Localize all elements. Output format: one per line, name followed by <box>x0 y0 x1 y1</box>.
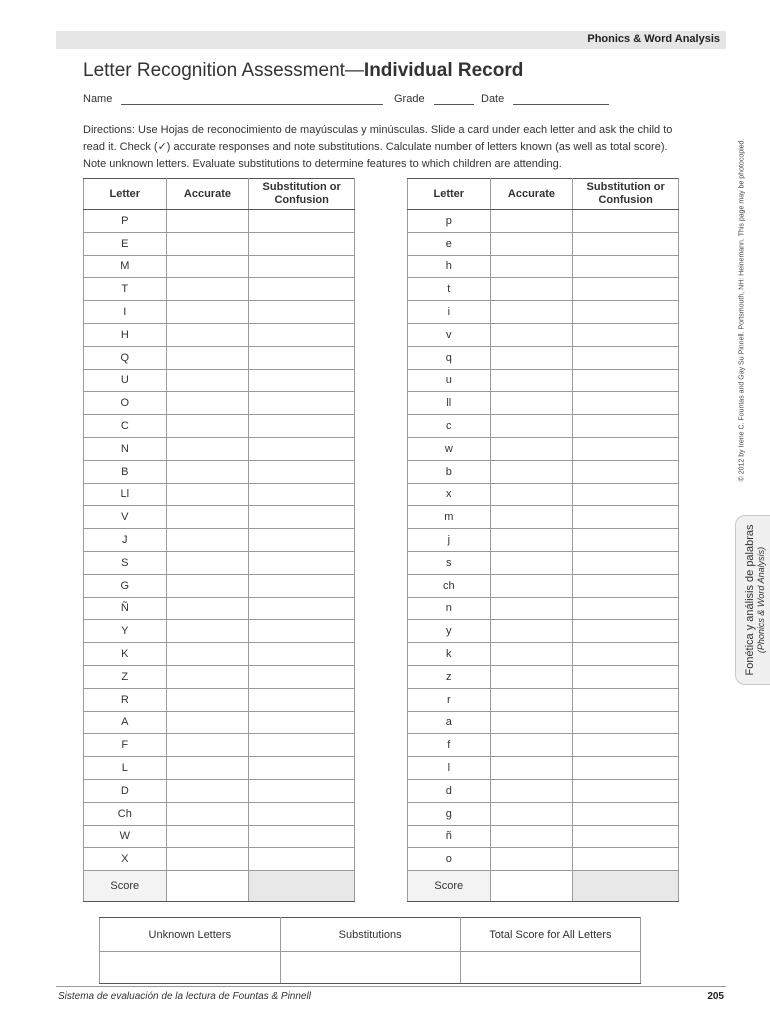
accurate-cell[interactable] <box>166 688 249 711</box>
substitution-cell[interactable] <box>249 437 355 460</box>
letter-cell: G <box>84 574 167 597</box>
letter-cell: y <box>408 620 491 643</box>
substitution-cell[interactable] <box>573 734 679 757</box>
table-row <box>84 779 355 802</box>
letter-cell: ll <box>408 392 491 415</box>
table-row <box>408 734 679 757</box>
substitution-cell[interactable] <box>573 665 679 688</box>
accurate-cell[interactable] <box>490 210 573 233</box>
substitution-cell[interactable] <box>249 711 355 734</box>
directions-line: Directions: Use Hojas de reconocimiento de mayúsculas y minúsculas. Slide a card under each letter and ask the child to <box>83 124 673 136</box>
substitution-cell[interactable] <box>573 620 679 643</box>
accurate-cell[interactable] <box>490 551 573 574</box>
score-accurate-cell[interactable] <box>166 871 249 902</box>
table-row <box>408 802 679 825</box>
table-row <box>408 346 679 369</box>
table-row <box>84 255 355 278</box>
score-label: Score <box>408 871 491 902</box>
letter-cell: U <box>84 369 167 392</box>
substitution-cell[interactable] <box>573 802 679 825</box>
accurate-cell[interactable] <box>490 711 573 734</box>
title-regular: Letter Recognition Assessment— <box>83 60 364 81</box>
substitution-cell[interactable] <box>249 506 355 529</box>
table-row <box>408 711 679 734</box>
substitution-cell[interactable] <box>249 392 355 415</box>
table-row <box>408 574 679 597</box>
substitution-cell[interactable] <box>573 848 679 871</box>
substitution-cell[interactable] <box>573 210 679 233</box>
substitution-cell[interactable] <box>249 301 355 324</box>
table-row <box>408 323 679 346</box>
table-row <box>84 529 355 552</box>
substitution-cell[interactable] <box>573 232 679 255</box>
accurate-cell[interactable] <box>490 323 573 346</box>
letter-cell: L <box>84 757 167 780</box>
accurate-cell[interactable] <box>166 734 249 757</box>
substitution-cell[interactable] <box>249 802 355 825</box>
score-row <box>408 871 679 902</box>
score-row <box>84 871 355 902</box>
accurate-cell[interactable] <box>166 278 249 301</box>
accurate-cell[interactable] <box>166 369 249 392</box>
table-row <box>408 483 679 506</box>
letter-cell: r <box>408 688 491 711</box>
table-row <box>84 437 355 460</box>
letter-cell: q <box>408 346 491 369</box>
accurate-cell[interactable] <box>490 848 573 871</box>
table-row <box>408 460 679 483</box>
letter-cell: p <box>408 210 491 233</box>
substitution-cell[interactable] <box>249 210 355 233</box>
table-row <box>408 255 679 278</box>
letter-cell: j <box>408 529 491 552</box>
table-row <box>84 825 355 848</box>
table-row <box>408 232 679 255</box>
grade-field[interactable] <box>394 93 474 105</box>
substitution-cell[interactable] <box>573 643 679 666</box>
accurate-cell[interactable] <box>166 255 249 278</box>
table-row <box>408 597 679 620</box>
accurate-cell[interactable] <box>490 620 573 643</box>
substitution-cell[interactable] <box>249 278 355 301</box>
substitution-cell[interactable] <box>249 779 355 802</box>
letter-cell: l <box>408 757 491 780</box>
table-row <box>84 210 355 233</box>
name-line[interactable] <box>121 94 383 105</box>
substitution-cell[interactable] <box>573 278 679 301</box>
substitution-cell[interactable] <box>249 551 355 574</box>
accurate-cell[interactable] <box>490 392 573 415</box>
substitution-cell[interactable] <box>249 232 355 255</box>
table-row <box>408 301 679 324</box>
table-row <box>84 278 355 301</box>
letter-cell: O <box>84 392 167 415</box>
table-row <box>408 278 679 301</box>
substitution-cell[interactable] <box>573 574 679 597</box>
accurate-cell[interactable] <box>166 460 249 483</box>
accurate-cell[interactable] <box>490 665 573 688</box>
table-row <box>408 529 679 552</box>
table-row <box>84 369 355 392</box>
accurate-cell[interactable] <box>490 437 573 460</box>
letter-cell: M <box>84 255 167 278</box>
table-row <box>408 825 679 848</box>
accurate-cell[interactable] <box>490 802 573 825</box>
table-row <box>408 757 679 780</box>
substitution-cell[interactable] <box>249 460 355 483</box>
directions-line: read it. Check (✓) accurate responses and note substitutions. Calculate number of letters known (as well as total score). <box>83 141 668 153</box>
table-row <box>84 392 355 415</box>
substitution-header: Substitution or Confusion <box>573 179 679 210</box>
accurate-cell[interactable] <box>166 643 249 666</box>
table-row <box>84 346 355 369</box>
substitution-cell[interactable] <box>573 483 679 506</box>
table-row <box>84 232 355 255</box>
table-row <box>84 301 355 324</box>
accurate-cell[interactable] <box>490 597 573 620</box>
letter-cell: E <box>84 232 167 255</box>
table-row <box>84 643 355 666</box>
table-row <box>84 688 355 711</box>
accurate-cell[interactable] <box>166 848 249 871</box>
directions-line: Note unknown letters. Evaluate substitutions to determine features to which children are attending. <box>83 158 562 170</box>
title-bold: Individual Record <box>363 60 524 81</box>
table-row <box>84 757 355 780</box>
letter-cell: w <box>408 437 491 460</box>
accurate-cell[interactable] <box>166 210 249 233</box>
letter-cell: t <box>408 278 491 301</box>
substitution-cell[interactable] <box>573 369 679 392</box>
substitution-cell[interactable] <box>573 460 679 483</box>
substitution-cell[interactable] <box>249 688 355 711</box>
accurate-cell[interactable] <box>166 506 249 529</box>
table-row <box>408 848 679 871</box>
substitution-cell[interactable] <box>249 620 355 643</box>
substitution-cell[interactable] <box>573 529 679 552</box>
accurate-cell[interactable] <box>166 779 249 802</box>
table-row <box>84 323 355 346</box>
substitution-cell[interactable] <box>249 665 355 688</box>
letter-cell: Ch <box>84 802 167 825</box>
table-row <box>84 665 355 688</box>
accurate-cell[interactable] <box>166 665 249 688</box>
total-score-header: Total Score for All Letters <box>460 918 640 952</box>
accurate-cell[interactable] <box>490 643 573 666</box>
letter-cell: n <box>408 597 491 620</box>
footer-title: Sistema de evaluación de la lectura de Fountas & Pinnell <box>58 991 311 1002</box>
substitution-cell[interactable] <box>573 346 679 369</box>
table-row <box>84 415 355 438</box>
table-row <box>84 620 355 643</box>
accurate-header: Accurate <box>490 179 573 210</box>
accurate-cell[interactable] <box>166 802 249 825</box>
letter-cell: F <box>84 734 167 757</box>
side-tab-english: (Phonics & Word Analysis) <box>756 546 766 654</box>
accurate-cell[interactable] <box>490 301 573 324</box>
letter-cell: I <box>84 301 167 324</box>
substitution-cell[interactable] <box>573 597 679 620</box>
side-tab-label <box>744 524 766 675</box>
table-row <box>84 848 355 871</box>
substitution-cell[interactable] <box>573 301 679 324</box>
accurate-cell[interactable] <box>490 483 573 506</box>
score-label: Score <box>84 871 167 902</box>
header-bar <box>56 31 726 49</box>
letter-header: Letter <box>84 179 167 210</box>
letter-cell: R <box>84 688 167 711</box>
score-accurate-cell[interactable] <box>490 871 573 902</box>
date-line[interactable] <box>513 94 609 105</box>
page-title <box>83 60 523 82</box>
substitution-cell[interactable] <box>573 757 679 780</box>
accurate-cell[interactable] <box>166 825 249 848</box>
accurate-cell[interactable] <box>490 346 573 369</box>
accurate-cell[interactable] <box>490 232 573 255</box>
accurate-cell[interactable] <box>490 757 573 780</box>
accurate-cell[interactable] <box>166 551 249 574</box>
accurate-cell[interactable] <box>490 779 573 802</box>
letter-cell: v <box>408 323 491 346</box>
substitution-cell[interactable] <box>573 392 679 415</box>
substitutions-header: Substitutions <box>280 918 460 952</box>
letter-cell: Y <box>84 620 167 643</box>
substitution-cell[interactable] <box>249 734 355 757</box>
name-label: Name <box>83 93 113 105</box>
accurate-cell[interactable] <box>166 620 249 643</box>
substitution-cell[interactable] <box>249 415 355 438</box>
letter-cell: x <box>408 483 491 506</box>
table-row <box>408 437 679 460</box>
letter-cell: N <box>84 437 167 460</box>
substitution-cell[interactable] <box>573 415 679 438</box>
table-row <box>84 734 355 757</box>
table-row <box>408 688 679 711</box>
table-row <box>84 483 355 506</box>
letter-cell: Z <box>84 665 167 688</box>
letter-cell: ch <box>408 574 491 597</box>
substitution-cell[interactable] <box>573 711 679 734</box>
table-row <box>408 551 679 574</box>
accurate-cell[interactable] <box>490 278 573 301</box>
letter-cell: X <box>84 848 167 871</box>
accurate-cell[interactable] <box>166 323 249 346</box>
letter-cell: V <box>84 506 167 529</box>
table-row <box>408 643 679 666</box>
letter-cell: K <box>84 643 167 666</box>
directions <box>83 122 683 173</box>
accurate-cell[interactable] <box>166 597 249 620</box>
accurate-cell[interactable] <box>490 529 573 552</box>
footer-divider <box>56 986 726 987</box>
letter-cell: P <box>84 210 167 233</box>
letter-cell: A <box>84 711 167 734</box>
copyright-notice: © 2012 by Irene C. Fountas and Gay Su Pinnell. Portsmouth, NH: Heinemann. This page may be photocopied. <box>738 138 746 482</box>
lowercase-table <box>407 178 679 902</box>
substitution-cell[interactable] <box>249 529 355 552</box>
substitution-cell[interactable] <box>249 597 355 620</box>
substitution-cell[interactable] <box>249 574 355 597</box>
table-row <box>408 210 679 233</box>
unknown-letters-cell[interactable] <box>100 952 281 984</box>
table-row <box>84 551 355 574</box>
letter-cell: a <box>408 711 491 734</box>
accurate-cell[interactable] <box>490 369 573 392</box>
date-field[interactable] <box>481 93 609 105</box>
summary-table <box>99 917 641 984</box>
table-row <box>84 574 355 597</box>
substitution-cell[interactable] <box>249 346 355 369</box>
accurate-cell[interactable] <box>490 825 573 848</box>
table-row <box>84 711 355 734</box>
substitution-cell[interactable] <box>573 437 679 460</box>
accurate-cell[interactable] <box>166 483 249 506</box>
total-score-cell[interactable] <box>460 952 640 984</box>
accurate-cell[interactable] <box>166 415 249 438</box>
letter-cell: C <box>84 415 167 438</box>
accurate-cell[interactable] <box>166 437 249 460</box>
date-label: Date <box>481 93 505 105</box>
accurate-cell[interactable] <box>490 574 573 597</box>
letter-cell: S <box>84 551 167 574</box>
accurate-header: Accurate <box>166 179 249 210</box>
substitution-cell[interactable] <box>249 483 355 506</box>
grade-line[interactable] <box>434 94 474 105</box>
letter-header: Letter <box>408 179 491 210</box>
substitution-cell[interactable] <box>573 688 679 711</box>
letter-cell: i <box>408 301 491 324</box>
table-row <box>408 620 679 643</box>
letter-cell: h <box>408 255 491 278</box>
letter-cell: D <box>84 779 167 802</box>
score-substitution-cell <box>249 871 355 902</box>
substitution-cell[interactable] <box>249 848 355 871</box>
accurate-cell[interactable] <box>490 460 573 483</box>
substitution-cell[interactable] <box>573 255 679 278</box>
table-row <box>408 392 679 415</box>
accurate-cell[interactable] <box>166 574 249 597</box>
score-substitution-cell <box>573 871 679 902</box>
letter-cell: Q <box>84 346 167 369</box>
letter-cell: k <box>408 643 491 666</box>
table-row <box>84 597 355 620</box>
substitution-cell[interactable] <box>573 825 679 848</box>
table-row <box>84 802 355 825</box>
letter-cell: ñ <box>408 825 491 848</box>
substitution-cell[interactable] <box>249 757 355 780</box>
side-tab-spanish: Fonética y análisis de palabras <box>744 524 756 676</box>
letter-cell: u <box>408 369 491 392</box>
substitution-cell[interactable] <box>573 779 679 802</box>
substitution-cell[interactable] <box>249 323 355 346</box>
letter-cell: T <box>84 278 167 301</box>
accurate-cell[interactable] <box>166 529 249 552</box>
accurate-cell[interactable] <box>166 346 249 369</box>
accurate-cell[interactable] <box>166 301 249 324</box>
letter-cell: J <box>84 529 167 552</box>
substitution-cell[interactable] <box>249 825 355 848</box>
substitution-cell[interactable] <box>249 643 355 666</box>
letter-cell: b <box>408 460 491 483</box>
letter-cell: H <box>84 323 167 346</box>
substitution-header: Substitution or Confusion <box>249 179 355 210</box>
substitution-cell[interactable] <box>573 506 679 529</box>
substitution-cell[interactable] <box>573 551 679 574</box>
uppercase-table <box>83 178 355 902</box>
letter-cell: f <box>408 734 491 757</box>
section-title: Phonics & Word Analysis <box>587 33 720 45</box>
accurate-cell[interactable] <box>490 506 573 529</box>
unknown-letters-header: Unknown Letters <box>100 918 281 952</box>
table-row <box>408 415 679 438</box>
substitution-cell[interactable] <box>573 323 679 346</box>
letter-cell: d <box>408 779 491 802</box>
table-row <box>408 779 679 802</box>
substitution-cell[interactable] <box>249 255 355 278</box>
accurate-cell[interactable] <box>490 734 573 757</box>
accurate-cell[interactable] <box>490 255 573 278</box>
page-number: 205 <box>707 991 724 1002</box>
letter-cell: e <box>408 232 491 255</box>
accurate-cell[interactable] <box>166 757 249 780</box>
letter-cell: z <box>408 665 491 688</box>
letter-cell: W <box>84 825 167 848</box>
grade-label: Grade <box>394 93 425 105</box>
letter-cell: g <box>408 802 491 825</box>
letter-cell: c <box>408 415 491 438</box>
table-row <box>408 506 679 529</box>
table-row <box>84 460 355 483</box>
table-row <box>84 506 355 529</box>
substitutions-cell[interactable] <box>280 952 460 984</box>
accurate-cell[interactable] <box>490 415 573 438</box>
accurate-cell[interactable] <box>166 232 249 255</box>
table-row <box>408 369 679 392</box>
letter-cell: B <box>84 460 167 483</box>
letter-cell: Ñ <box>84 597 167 620</box>
letter-cell: m <box>408 506 491 529</box>
letter-cell: Ll <box>84 483 167 506</box>
accurate-cell[interactable] <box>490 688 573 711</box>
substitution-cell[interactable] <box>249 369 355 392</box>
letter-cell: s <box>408 551 491 574</box>
table-row <box>408 665 679 688</box>
letter-cell: o <box>408 848 491 871</box>
name-field[interactable] <box>83 93 383 105</box>
accurate-cell[interactable] <box>166 711 249 734</box>
accurate-cell[interactable] <box>166 392 249 415</box>
